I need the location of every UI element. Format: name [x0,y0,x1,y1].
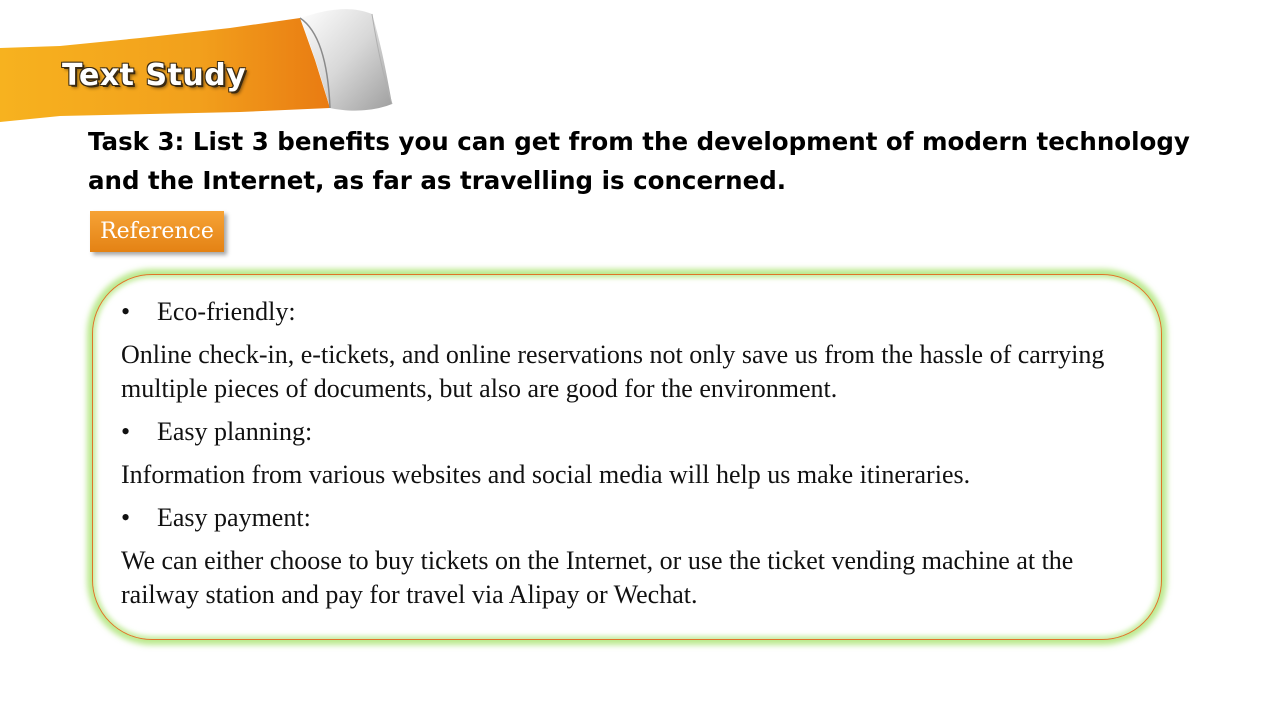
benefits-box [92,274,1162,640]
benefit-description: Online check-in, e-tickets, and online reservations not only save us from the hassle of carrying multiple pieces of documents, but also are good for the environment. [121,340,1105,403]
text-study-banner [0,0,420,130]
benefit-title: Easy payment: [157,503,311,532]
banner-title: Text Study [62,58,247,93]
benefit-title-row [121,415,1141,449]
bullet-icon: • [121,503,131,532]
benefit-title: Easy planning: [157,417,313,446]
reference-button[interactable]: Reference [90,211,224,252]
benefit-description: We can either choose to buy tickets on the Internet, or use the ticket vending machine at the railway station and pay for travel via Alipay or Wechat. [121,546,1074,609]
task-heading: Task 3: List 3 benefits you can get from the development of modern technology and the Internet, as far as travelling is concerned. [88,127,1190,195]
benefit-title: Eco-friendly: [157,297,296,326]
bullet-icon: • [121,417,131,446]
benefit-title-row [121,295,1141,329]
benefits-list [121,295,1141,621]
benefit-title-row [121,501,1141,535]
bullet-icon: • [121,297,131,326]
benefit-description: Information from various websites and social media will help us make itineraries. [121,460,971,489]
